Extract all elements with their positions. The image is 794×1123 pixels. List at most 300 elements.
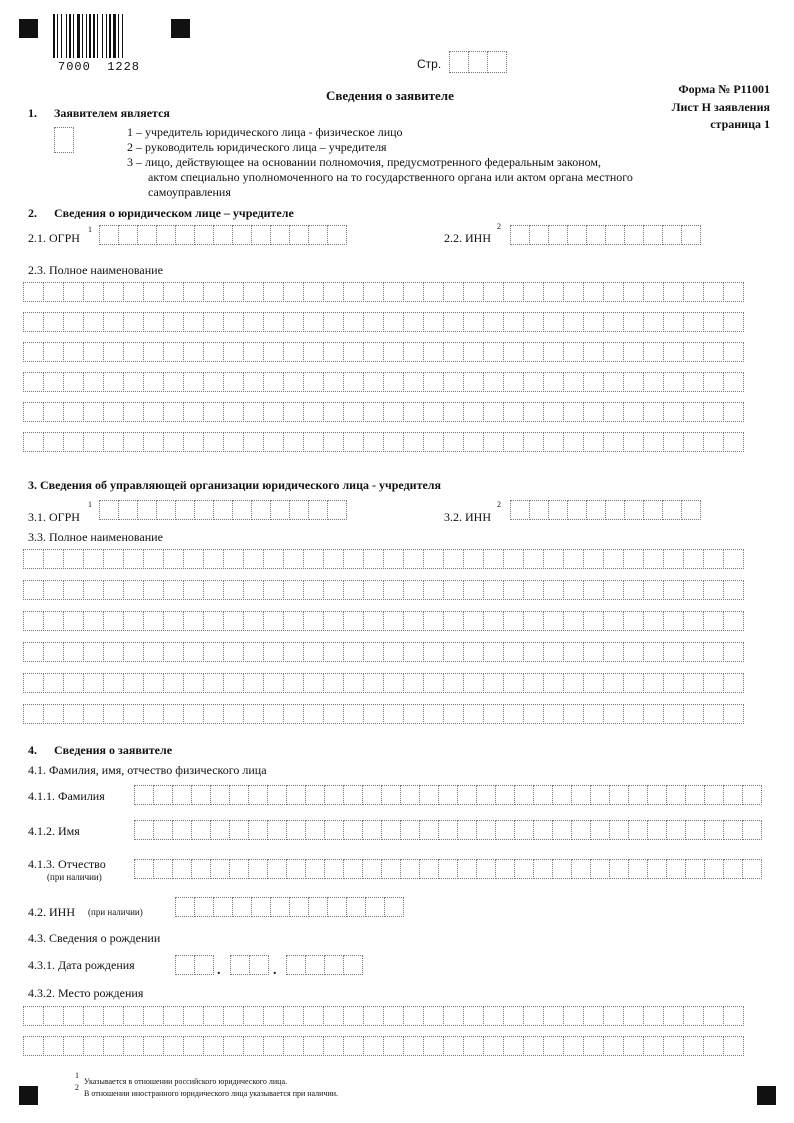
- input-cell[interactable]: [523, 611, 544, 631]
- input-cell[interactable]: [327, 225, 347, 245]
- input-cell[interactable]: [194, 225, 214, 245]
- input-cell[interactable]: [681, 500, 701, 520]
- input-cell[interactable]: [623, 282, 644, 302]
- input-cell[interactable]: [510, 225, 530, 245]
- input-cell[interactable]: [223, 402, 244, 422]
- input-cell[interactable]: [263, 432, 284, 452]
- input-cell[interactable]: [476, 859, 496, 879]
- input-cell[interactable]: [383, 342, 404, 362]
- input-cell[interactable]: [327, 500, 347, 520]
- input-cell[interactable]: [543, 432, 564, 452]
- input-cell[interactable]: [243, 312, 264, 332]
- input-cell[interactable]: [153, 859, 173, 879]
- input-cell[interactable]: [563, 402, 584, 422]
- input-cell[interactable]: [134, 785, 154, 805]
- input-cell[interactable]: [363, 549, 384, 569]
- input-cell[interactable]: [400, 820, 420, 840]
- input-cell[interactable]: [163, 642, 184, 662]
- input-cell[interactable]: [463, 673, 484, 693]
- input-cell[interactable]: [503, 611, 524, 631]
- input-cell[interactable]: [423, 342, 444, 362]
- input-cell[interactable]: [400, 785, 420, 805]
- input-cell[interactable]: [703, 704, 724, 724]
- input-cell[interactable]: [263, 1006, 284, 1026]
- input-cell[interactable]: [223, 611, 244, 631]
- input-cell[interactable]: [243, 372, 264, 392]
- input-cell[interactable]: [403, 1006, 424, 1026]
- input-cell[interactable]: [203, 580, 224, 600]
- input-cell[interactable]: [183, 673, 204, 693]
- input-cell[interactable]: [143, 372, 164, 392]
- input-cell[interactable]: [643, 549, 664, 569]
- input-cell[interactable]: [563, 673, 584, 693]
- input-cell[interactable]: [143, 1036, 164, 1056]
- input-cell[interactable]: [523, 1036, 544, 1056]
- input-cell[interactable]: [643, 642, 664, 662]
- input-cell[interactable]: [183, 611, 204, 631]
- input-cell[interactable]: [543, 402, 564, 422]
- input-cell[interactable]: [323, 312, 344, 332]
- input-cell[interactable]: [443, 704, 464, 724]
- input-cell[interactable]: [483, 704, 504, 724]
- input-cell[interactable]: [704, 859, 724, 879]
- input-cell[interactable]: [63, 642, 84, 662]
- input-cell[interactable]: [723, 785, 743, 805]
- input-cell[interactable]: [303, 673, 324, 693]
- input-cell[interactable]: [643, 611, 664, 631]
- input-cell[interactable]: [683, 432, 704, 452]
- input-cell[interactable]: [183, 580, 204, 600]
- input-cell[interactable]: [323, 342, 344, 362]
- input-cell[interactable]: [523, 312, 544, 332]
- birth-place-row-1[interactable]: [23, 1006, 743, 1026]
- input-cell[interactable]: [463, 704, 484, 724]
- input-cell[interactable]: [463, 342, 484, 362]
- input-cell[interactable]: [343, 673, 364, 693]
- input-cell[interactable]: [723, 312, 744, 332]
- input-cell[interactable]: [191, 820, 211, 840]
- input-cell[interactable]: [232, 225, 252, 245]
- input-cell[interactable]: [603, 549, 624, 569]
- input-cell[interactable]: [583, 611, 604, 631]
- input-cell[interactable]: [723, 402, 744, 422]
- input-cell[interactable]: [232, 500, 252, 520]
- section-3-fullname-row-5[interactable]: [23, 673, 743, 693]
- input-cell[interactable]: [567, 225, 587, 245]
- input-cell[interactable]: [663, 1036, 684, 1056]
- input-cell[interactable]: [305, 785, 325, 805]
- input-cell[interactable]: [63, 282, 84, 302]
- input-cell[interactable]: [628, 859, 648, 879]
- input-cell[interactable]: [323, 402, 344, 422]
- input-cell[interactable]: [223, 642, 244, 662]
- input-cell[interactable]: [583, 372, 604, 392]
- input-cell[interactable]: [99, 500, 119, 520]
- input-cell[interactable]: [495, 785, 515, 805]
- input-cell[interactable]: [63, 673, 84, 693]
- input-cell[interactable]: [203, 611, 224, 631]
- input-cell[interactable]: [323, 642, 344, 662]
- section-2-fullname-row-6[interactable]: [23, 432, 743, 452]
- input-cell[interactable]: [495, 859, 515, 879]
- input-cell[interactable]: [103, 580, 124, 600]
- input-cell[interactable]: [210, 820, 230, 840]
- input-cell[interactable]: [343, 1006, 364, 1026]
- input-cell[interactable]: [23, 580, 44, 600]
- input-cell[interactable]: [683, 580, 704, 600]
- input-cell[interactable]: [381, 820, 401, 840]
- input-cell[interactable]: [583, 642, 604, 662]
- input-cell[interactable]: [643, 1036, 664, 1056]
- input-cell[interactable]: [305, 859, 325, 879]
- input-cell[interactable]: [683, 611, 704, 631]
- input-cell[interactable]: [603, 704, 624, 724]
- input-cell[interactable]: [263, 282, 284, 302]
- input-cell[interactable]: [286, 955, 306, 975]
- input-cell[interactable]: [175, 500, 195, 520]
- input-cell[interactable]: [543, 1036, 564, 1056]
- input-cell[interactable]: [203, 549, 224, 569]
- input-cell[interactable]: [623, 642, 644, 662]
- input-cell[interactable]: [153, 820, 173, 840]
- input-cell[interactable]: [103, 432, 124, 452]
- input-cell[interactable]: [203, 673, 224, 693]
- input-cell[interactable]: [523, 549, 544, 569]
- input-cell[interactable]: [423, 402, 444, 422]
- input-cell[interactable]: [583, 673, 604, 693]
- input-cell[interactable]: [283, 611, 304, 631]
- input-cell[interactable]: [483, 549, 504, 569]
- input-cell[interactable]: [248, 785, 268, 805]
- input-cell[interactable]: [163, 611, 184, 631]
- input-cell[interactable]: [243, 342, 264, 362]
- input-cell[interactable]: [603, 580, 624, 600]
- input-cell[interactable]: [263, 312, 284, 332]
- input-cell[interactable]: [303, 432, 324, 452]
- input-cell[interactable]: [175, 225, 195, 245]
- input-cell[interactable]: [563, 580, 584, 600]
- input-cell[interactable]: [343, 402, 364, 422]
- input-cell[interactable]: [23, 432, 44, 452]
- input-cell[interactable]: [503, 1006, 524, 1026]
- input-cell[interactable]: [503, 673, 524, 693]
- input-cell[interactable]: [443, 282, 464, 302]
- input-cell[interactable]: [83, 312, 104, 332]
- input-cell[interactable]: [403, 282, 424, 302]
- input-cell[interactable]: [704, 785, 724, 805]
- input-cell[interactable]: [172, 785, 192, 805]
- input-cell[interactable]: [263, 402, 284, 422]
- input-cell[interactable]: [383, 1006, 404, 1026]
- input-cell[interactable]: [443, 611, 464, 631]
- input-cell[interactable]: [583, 580, 604, 600]
- input-cell[interactable]: [463, 1036, 484, 1056]
- input-cell[interactable]: [103, 704, 124, 724]
- birth-month-cells[interactable]: [230, 955, 268, 975]
- input-cell[interactable]: [305, 820, 325, 840]
- input-cell[interactable]: [243, 402, 264, 422]
- input-cell[interactable]: [343, 282, 364, 302]
- input-cell[interactable]: [423, 704, 444, 724]
- input-cell[interactable]: [605, 500, 625, 520]
- input-cell[interactable]: [323, 372, 344, 392]
- input-cell[interactable]: [590, 820, 610, 840]
- input-cell[interactable]: [663, 673, 684, 693]
- input-cell[interactable]: [552, 859, 572, 879]
- input-cell[interactable]: [103, 1036, 124, 1056]
- input-cell[interactable]: [723, 1006, 744, 1026]
- input-cell[interactable]: [123, 342, 144, 362]
- input-cell[interactable]: [623, 704, 644, 724]
- input-cell[interactable]: [123, 372, 144, 392]
- input-cell[interactable]: [457, 859, 477, 879]
- input-cell[interactable]: [483, 312, 504, 332]
- input-cell[interactable]: [323, 673, 344, 693]
- input-cell[interactable]: [343, 342, 364, 362]
- input-cell[interactable]: [503, 580, 524, 600]
- input-cell[interactable]: [153, 785, 173, 805]
- input-cell[interactable]: [523, 1006, 544, 1026]
- input-cell[interactable]: [571, 859, 591, 879]
- input-cell[interactable]: [343, 1036, 364, 1056]
- section-3-fullname-row-1[interactable]: [23, 549, 743, 569]
- input-cell[interactable]: [229, 820, 249, 840]
- input-cell[interactable]: [457, 785, 477, 805]
- input-cell[interactable]: [362, 859, 382, 879]
- input-cell[interactable]: [143, 282, 164, 302]
- input-cell[interactable]: [363, 432, 384, 452]
- input-cell[interactable]: [63, 372, 84, 392]
- input-cell[interactable]: [723, 704, 744, 724]
- input-cell[interactable]: [443, 342, 464, 362]
- input-cell[interactable]: [623, 432, 644, 452]
- birth-place-row-2[interactable]: [23, 1036, 743, 1056]
- input-cell[interactable]: [210, 785, 230, 805]
- input-cell[interactable]: [583, 432, 604, 452]
- input-cell[interactable]: [586, 500, 606, 520]
- section-3-fullname-row-6[interactable]: [23, 704, 743, 724]
- input-cell[interactable]: [623, 312, 644, 332]
- input-cell[interactable]: [723, 372, 744, 392]
- input-cell[interactable]: [323, 282, 344, 302]
- input-cell[interactable]: [83, 549, 104, 569]
- input-cell[interactable]: [383, 432, 404, 452]
- input-cell[interactable]: [571, 820, 591, 840]
- section-3-inn-cells[interactable]: [510, 500, 700, 520]
- input-cell[interactable]: [343, 372, 364, 392]
- input-cell[interactable]: [103, 282, 124, 302]
- input-cell[interactable]: [163, 704, 184, 724]
- input-cell[interactable]: [183, 312, 204, 332]
- input-cell[interactable]: [643, 372, 664, 392]
- input-cell[interactable]: [183, 1006, 204, 1026]
- input-cell[interactable]: [463, 312, 484, 332]
- input-cell[interactable]: [362, 820, 382, 840]
- input-cell[interactable]: [503, 642, 524, 662]
- section-2-fullname-row-5[interactable]: [23, 402, 743, 422]
- input-cell[interactable]: [403, 580, 424, 600]
- input-cell[interactable]: [303, 342, 324, 362]
- input-cell[interactable]: [103, 372, 124, 392]
- input-cell[interactable]: [403, 372, 424, 392]
- input-cell[interactable]: [267, 859, 287, 879]
- input-cell[interactable]: [623, 1006, 644, 1026]
- input-cell[interactable]: [423, 282, 444, 302]
- input-cell[interactable]: [263, 342, 284, 362]
- input-cell[interactable]: [263, 372, 284, 392]
- input-cell[interactable]: [571, 785, 591, 805]
- input-cell[interactable]: [419, 859, 439, 879]
- input-cell[interactable]: [583, 1036, 604, 1056]
- input-cell[interactable]: [623, 549, 644, 569]
- input-cell[interactable]: [463, 549, 484, 569]
- input-cell[interactable]: [514, 859, 534, 879]
- input-cell[interactable]: [543, 611, 564, 631]
- input-cell[interactable]: [443, 372, 464, 392]
- input-cell[interactable]: [583, 549, 604, 569]
- input-cell[interactable]: [503, 372, 524, 392]
- input-cell[interactable]: [229, 785, 249, 805]
- input-cell[interactable]: [343, 611, 364, 631]
- input-cell[interactable]: [103, 611, 124, 631]
- input-cell[interactable]: [703, 372, 724, 392]
- input-cell[interactable]: [543, 1006, 564, 1026]
- input-cell[interactable]: [303, 402, 324, 422]
- input-cell[interactable]: [303, 312, 324, 332]
- input-cell[interactable]: [403, 642, 424, 662]
- input-cell[interactable]: [203, 1036, 224, 1056]
- input-cell[interactable]: [483, 611, 504, 631]
- input-cell[interactable]: [742, 785, 762, 805]
- input-cell[interactable]: [703, 580, 724, 600]
- input-cell[interactable]: [548, 500, 568, 520]
- section-2-fullname-row-3[interactable]: [23, 342, 743, 362]
- input-cell[interactable]: [203, 282, 224, 302]
- input-cell[interactable]: [103, 1006, 124, 1026]
- input-cell[interactable]: [663, 642, 684, 662]
- input-cell[interactable]: [663, 312, 684, 332]
- input-cell[interactable]: [43, 549, 64, 569]
- input-cell[interactable]: [523, 282, 544, 302]
- input-cell[interactable]: [703, 402, 724, 422]
- input-cell[interactable]: [83, 642, 104, 662]
- input-cell[interactable]: [363, 342, 384, 362]
- input-cell[interactable]: [118, 500, 138, 520]
- input-cell[interactable]: [323, 580, 344, 600]
- input-cell[interactable]: [83, 704, 104, 724]
- section-3-fullname-row-2[interactable]: [23, 580, 743, 600]
- input-cell[interactable]: [463, 580, 484, 600]
- input-cell[interactable]: [134, 820, 154, 840]
- input-cell[interactable]: [703, 1006, 724, 1026]
- input-cell[interactable]: [363, 1006, 384, 1026]
- input-cell[interactable]: [163, 342, 184, 362]
- input-cell[interactable]: [438, 820, 458, 840]
- input-cell[interactable]: [143, 611, 164, 631]
- input-cell[interactable]: [403, 704, 424, 724]
- input-cell[interactable]: [283, 372, 304, 392]
- inn-cells[interactable]: [175, 897, 403, 917]
- input-cell[interactable]: [194, 500, 214, 520]
- input-cell[interactable]: [283, 402, 304, 422]
- input-cell[interactable]: [103, 402, 124, 422]
- input-cell[interactable]: [623, 402, 644, 422]
- input-cell[interactable]: [83, 282, 104, 302]
- input-cell[interactable]: [563, 432, 584, 452]
- input-cell[interactable]: [643, 312, 664, 332]
- input-cell[interactable]: [523, 704, 544, 724]
- input-cell[interactable]: [213, 500, 233, 520]
- input-cell[interactable]: [384, 897, 404, 917]
- input-cell[interactable]: [203, 342, 224, 362]
- input-cell[interactable]: [324, 785, 344, 805]
- input-cell[interactable]: [403, 1036, 424, 1056]
- input-cell[interactable]: [23, 1036, 44, 1056]
- input-cell[interactable]: [683, 372, 704, 392]
- input-cell[interactable]: [529, 225, 549, 245]
- input-cell[interactable]: [123, 673, 144, 693]
- input-cell[interactable]: [63, 580, 84, 600]
- input-cell[interactable]: [563, 1036, 584, 1056]
- input-cell[interactable]: [43, 642, 64, 662]
- input-cell[interactable]: [283, 549, 304, 569]
- input-cell[interactable]: [303, 642, 324, 662]
- input-cell[interactable]: [123, 402, 144, 422]
- input-cell[interactable]: [323, 1006, 344, 1026]
- input-cell[interactable]: [483, 580, 504, 600]
- input-cell[interactable]: [476, 820, 496, 840]
- input-cell[interactable]: [23, 312, 44, 332]
- input-cell[interactable]: [643, 704, 664, 724]
- input-cell[interactable]: [563, 342, 584, 362]
- input-cell[interactable]: [143, 342, 164, 362]
- input-cell[interactable]: [63, 402, 84, 422]
- input-cell[interactable]: [423, 549, 444, 569]
- input-cell[interactable]: [603, 372, 624, 392]
- input-cell[interactable]: [163, 372, 184, 392]
- input-cell[interactable]: [533, 820, 553, 840]
- input-cell[interactable]: [23, 282, 44, 302]
- input-cell[interactable]: [423, 580, 444, 600]
- input-cell[interactable]: [251, 225, 271, 245]
- page-number-cells[interactable]: [449, 51, 506, 73]
- input-cell[interactable]: [609, 859, 629, 879]
- input-cell[interactable]: [381, 785, 401, 805]
- input-cell[interactable]: [403, 342, 424, 362]
- input-cell[interactable]: [703, 282, 724, 302]
- input-cell[interactable]: [63, 1036, 84, 1056]
- input-cell[interactable]: [463, 372, 484, 392]
- input-cell[interactable]: [503, 704, 524, 724]
- input-cell[interactable]: [63, 549, 84, 569]
- input-cell[interactable]: [563, 611, 584, 631]
- input-cell[interactable]: [323, 432, 344, 452]
- input-cell[interactable]: [552, 820, 572, 840]
- input-cell[interactable]: [103, 673, 124, 693]
- input-cell[interactable]: [662, 500, 682, 520]
- input-cell[interactable]: [666, 859, 686, 879]
- input-cell[interactable]: [643, 1006, 664, 1026]
- input-cell[interactable]: [523, 642, 544, 662]
- input-cell[interactable]: [742, 859, 762, 879]
- input-cell[interactable]: [303, 704, 324, 724]
- input-cell[interactable]: [270, 897, 290, 917]
- input-cell[interactable]: [324, 859, 344, 879]
- input-cell[interactable]: [563, 312, 584, 332]
- input-cell[interactable]: [163, 1006, 184, 1026]
- input-cell[interactable]: [243, 282, 264, 302]
- input-cell[interactable]: [543, 704, 564, 724]
